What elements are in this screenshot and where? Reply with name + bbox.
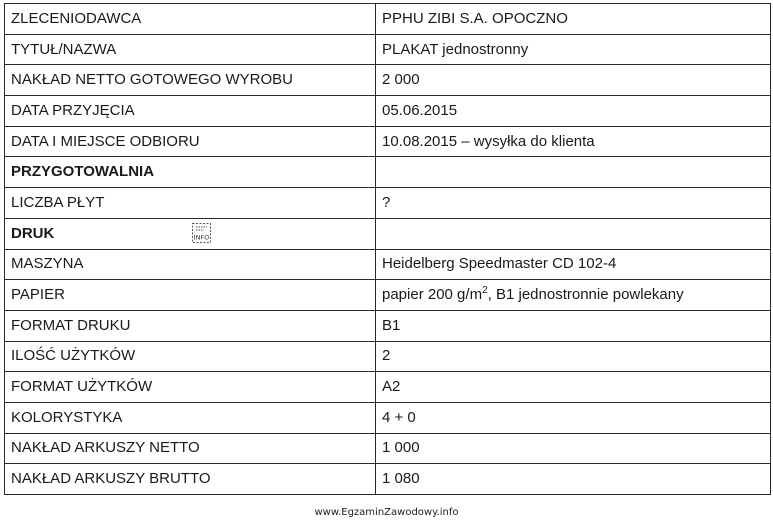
section-row-druk: [5, 218, 771, 249]
row-value: [376, 280, 771, 311]
row-label: PAPIER: [5, 280, 376, 311]
paper-weight-text: papier 200 g/m: [382, 286, 483, 304]
section-heading: PRZYGOTOWALNIA: [5, 157, 376, 188]
info-icon[interactable]: [192, 223, 211, 243]
row-label: ILOŚĆ UŻYTKÓW: [5, 341, 376, 372]
table-row: [5, 249, 771, 280]
table-row: [5, 126, 771, 157]
row-value: 05.06.2015: [376, 96, 771, 127]
row-value: Heidelberg Speedmaster CD 102-4: [376, 249, 771, 280]
table-row: [5, 402, 771, 433]
order-table: [4, 3, 771, 495]
table-row: [5, 65, 771, 96]
row-value: [376, 157, 771, 188]
row-label: TYTUŁ/NAZWA: [5, 34, 376, 65]
row-label: NAKŁAD NETTO GOTOWEGO WYROBU: [5, 65, 376, 96]
row-value: A2: [376, 372, 771, 403]
section-row-przygotowalnia: [5, 157, 771, 188]
row-value: 1 080: [376, 464, 771, 495]
footer-watermark: www.EgzaminZawodowy.info: [314, 507, 459, 518]
row-label: FORMAT UŻYTKÓW: [5, 372, 376, 403]
row-value: 1 000: [376, 433, 771, 464]
info-icon-text: INFO: [193, 233, 210, 242]
table-row: [5, 341, 771, 372]
table-row: [5, 188, 771, 219]
table-row: [5, 96, 771, 127]
row-label: DATA PRZYJĘCIA: [5, 96, 376, 127]
table-row: [5, 4, 771, 35]
row-label: ZLECENIODAWCA: [5, 4, 376, 35]
paper-format-text: , B1 jednostronnie powlekany: [487, 286, 684, 304]
section-heading: DRUK: [5, 218, 376, 249]
row-label: LICZBA PŁYT: [5, 188, 376, 219]
info-icon-graphic: [192, 223, 211, 243]
table-row: [5, 464, 771, 495]
order-sheet: [4, 3, 768, 495]
unit-superscript: 2: [482, 285, 488, 297]
row-value: PPHU ZIBI S.A. OPOCZNO: [376, 4, 771, 35]
row-label: KOLORYSTYKA: [5, 402, 376, 433]
row-label: MASZYNA: [5, 249, 376, 280]
row-value: ?: [376, 188, 771, 219]
row-value: 2: [376, 341, 771, 372]
row-value: B1: [376, 310, 771, 341]
row-value: 10.08.2015 – wysyłka do klienta: [376, 126, 771, 157]
table-row: [5, 310, 771, 341]
table-row: [5, 372, 771, 403]
row-value: 4 + 0: [376, 402, 771, 433]
row-label: DATA I MIEJSCE ODBIORU: [5, 126, 376, 157]
table-row: [5, 34, 771, 65]
table-row: [5, 280, 771, 311]
row-value: 2 000: [376, 65, 771, 96]
row-label: NAKŁAD ARKUSZY NETTO: [5, 433, 376, 464]
row-value: PLAKAT jednostronny: [376, 34, 771, 65]
row-value: [376, 218, 771, 249]
row-label: NAKŁAD ARKUSZY BRUTTO: [5, 464, 376, 495]
row-label: FORMAT DRUKU: [5, 310, 376, 341]
table-row: [5, 433, 771, 464]
